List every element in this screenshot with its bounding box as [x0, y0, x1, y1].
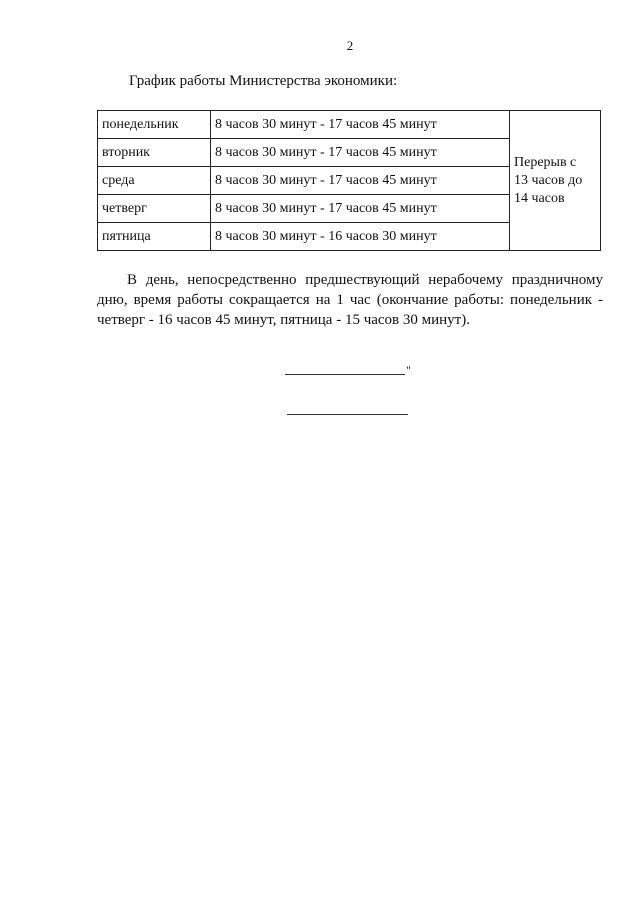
hours-cell: 8 часов 30 минут - 17 часов 45 минут — [211, 195, 510, 223]
hours-cell: 8 часов 30 минут - 16 часов 30 минут — [211, 223, 510, 251]
break-line: 13 часов до — [514, 172, 583, 188]
closing-quote: " — [406, 363, 411, 377]
separator-line — [287, 414, 408, 415]
day-cell: понедельник — [98, 111, 211, 139]
break-line: Перерыв с — [514, 154, 577, 170]
page-number: 2 — [346, 38, 354, 53]
day-cell: четверг — [98, 195, 211, 223]
hours-cell: 8 часов 30 минут - 17 часов 45 минут — [211, 167, 510, 195]
schedule-table — [97, 110, 601, 251]
schedule-heading: График работы Министерства экономики: — [129, 73, 398, 89]
separator-line — [285, 374, 405, 375]
break-line: 14 часов — [514, 190, 565, 206]
table-row — [98, 111, 601, 139]
hours-cell: 8 часов 30 минут - 17 часов 45 минут — [211, 139, 510, 167]
day-cell: пятница — [98, 223, 211, 251]
break-cell — [510, 111, 601, 251]
day-cell: среда — [98, 167, 211, 195]
day-cell: вторник — [98, 139, 211, 167]
reduced-hours-paragraph — [97, 270, 603, 330]
hours-cell: 8 часов 30 минут - 17 часов 45 минут — [211, 111, 510, 139]
paragraph-text: В день, непосредственно предшествующий нерабочему праздничному дню, время работы сокращается на 1 час (окончание работы: понедельник - четверг - 16 часов 45 минут, пятница - 15 часов 30 минут). — [97, 272, 603, 328]
